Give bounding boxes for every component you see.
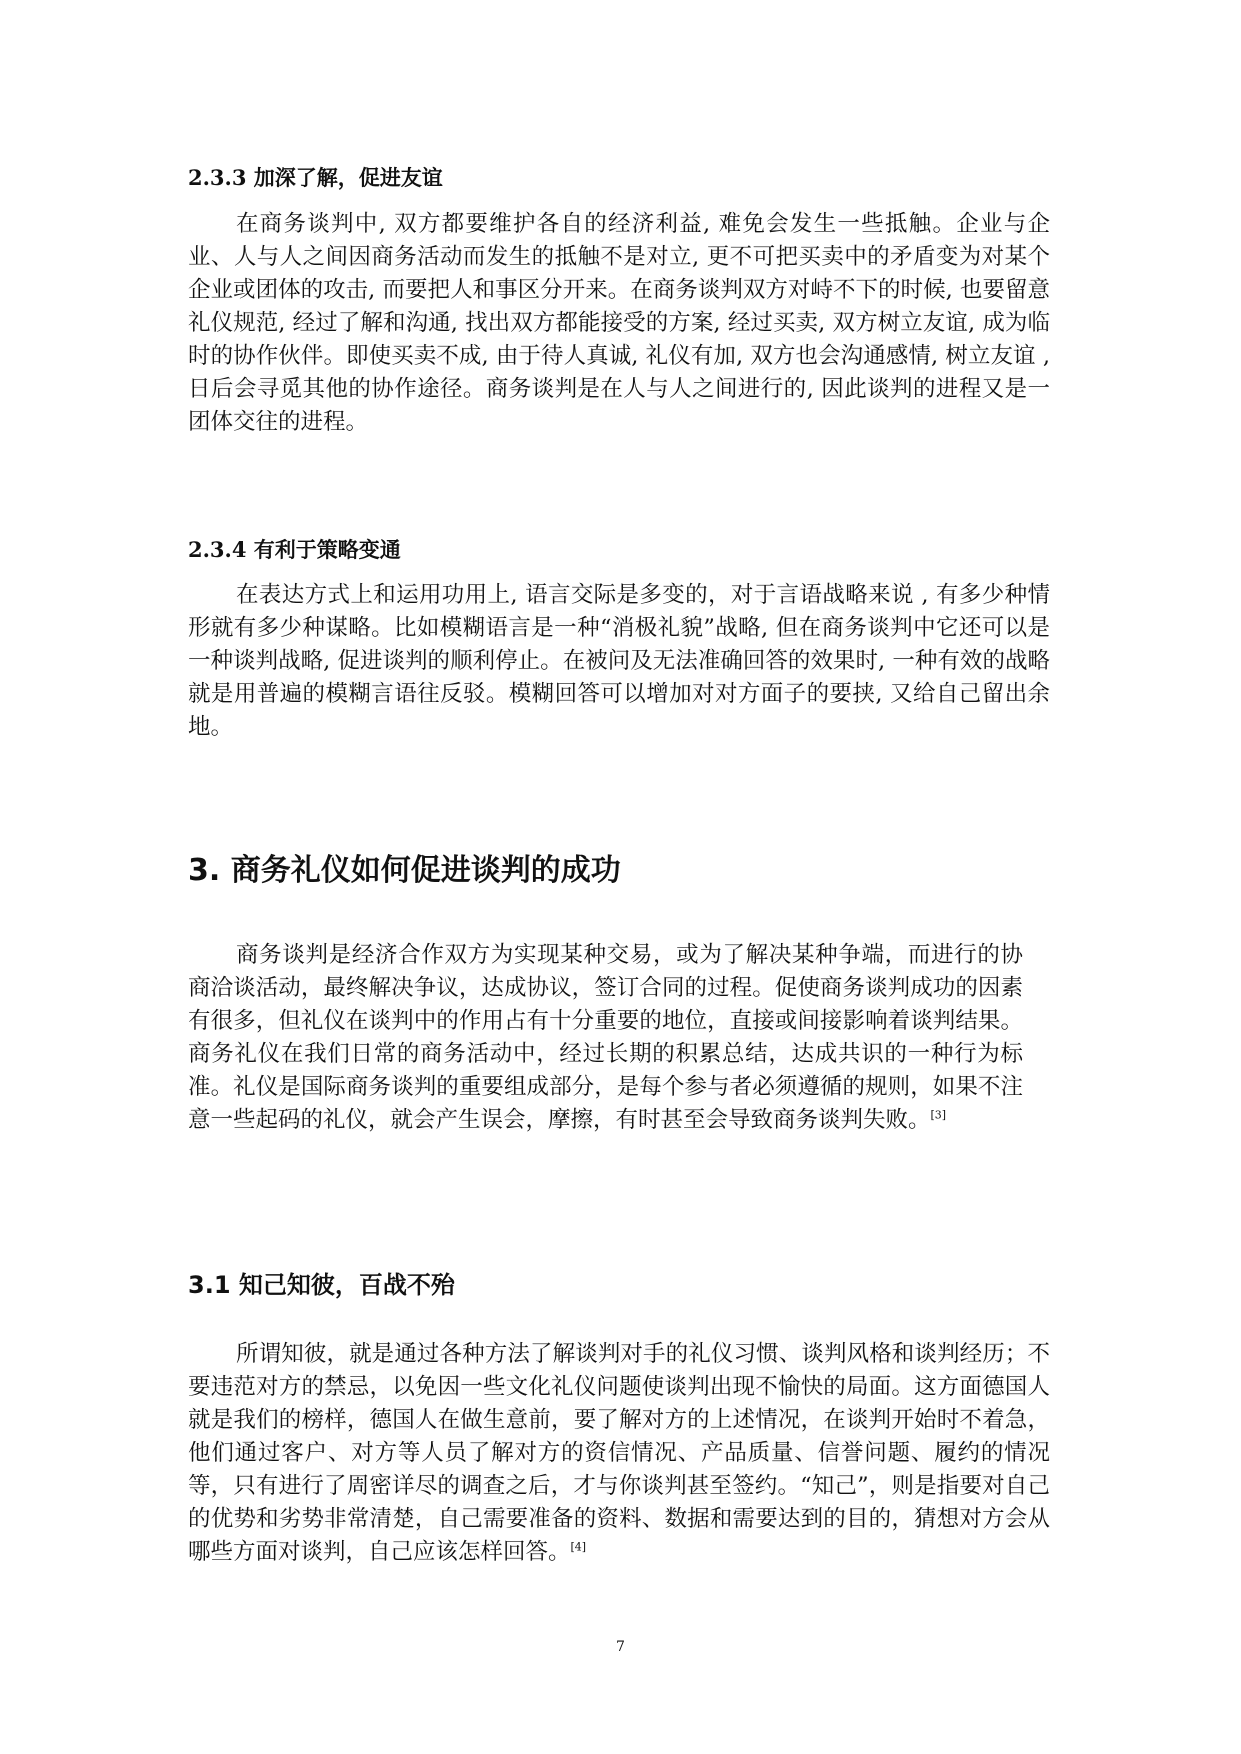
citation-3: [3] [930,1108,947,1122]
section-body-3-1 [188,1338,1050,1569]
section-body-3-1-text: 所谓知彼，就是通过各种方法了解谈判对手的礼仪习惯、谈判风格和谈判经历；不要违范对方的禁忌，以免因一些文化礼仪问题使谈判出现不愉快的局面。这方面德国人就是我们的榜样，德国人在做生意前，要了解对方的上述情况，在谈判开始时不着急，他们通过客户、对方等人员了解对方的资信情况、产品质量、信誉问题、履约的情况等，只有进行了周密详尽的调查之后，才与你谈判甚至签约。“知己”，则是指要对自己的优势和劣势非常清楚，自己需要准备的资料、数据和需要达到的目的，猜想对方会从哪些方面对谈判，自己应该怎样回答。 [188,1341,1050,1565]
section-heading-2-3-3: 2.3.3 加深了解，促进友谊 [188,165,443,190]
section-body-2-3-3: 在商务谈判中, 双方都要维护各自的经济利益, 难免会发生一些抵触。企业与企业、人与人之间因商务活动而发生的抵触不是对立, 更不可把买卖中的矛盾变为对某个企业或团体的攻击, 而要把人和事区分开来。在商务谈判双方对峙不下的时候, 也要留意礼仪规范, 经过了解和沟通, 找出双方都能接受的方案, 经过买卖, 双方树立友谊, 成为临时的协作伙伴。即使买卖不成, 由于待人真诚, 礼仪有加, 双方也会沟通感情, 树立友谊 , 日后会寻觅其他的协作途径。商务谈判是在人与人之间进行的, 因此谈判的进程又是一团体交往的进程。 [188,211,1050,435]
section-heading-2-3-4: 2.3.4 有利于策略变通 [188,537,401,562]
section-body-3-text: 商务谈判是经济合作双方为实现某种交易，或为了解决某种争端，而进行的协商洽谈活动，最终解决争议，达成协议，签订合同的过程。促使商务谈判成功的因素有很多，但礼仪在谈判中的作用占有十分重要的地位，直接或间接影响着谈判结果。商务礼仪在我们日常的商务活动中，经过长期的积累总结，达成共识的一种行为标准。礼仪是国际商务谈判的重要组成部分，是每个参与者必须遵循的规则，如果不注意一些起码的礼仪，就会产生误会，摩擦，有时甚至会导致商务谈判失败。 [188,942,1023,1133]
chapter-heading-3: 3. 商务礼仪如何促进谈判的成功 [188,853,621,888]
section-body-3 [188,939,1023,1137]
page-number: 7 [616,1639,625,1655]
citation-4: [4] [570,1540,587,1554]
section-heading-3-1: 3.1 知己知彼，百战不殆 [188,1271,455,1299]
section-body-2-3-4: 在表达方式上和运用功用上, 语言交际是多变的，对于言语战略来说 , 有多少种情形就有多少种谋略。比如模糊语言是一种“消极礼貌”战略, 但在商务谈判中它还可以是一种谈判战略, 促进谈判的顺利停止。在被问及无法准确回答的效果时, 一种有效的战略就是用普遍的模糊言语往反驳。模糊回答可以增加对对方面子的要挟, 又给自己留出余地。 [188,582,1050,740]
